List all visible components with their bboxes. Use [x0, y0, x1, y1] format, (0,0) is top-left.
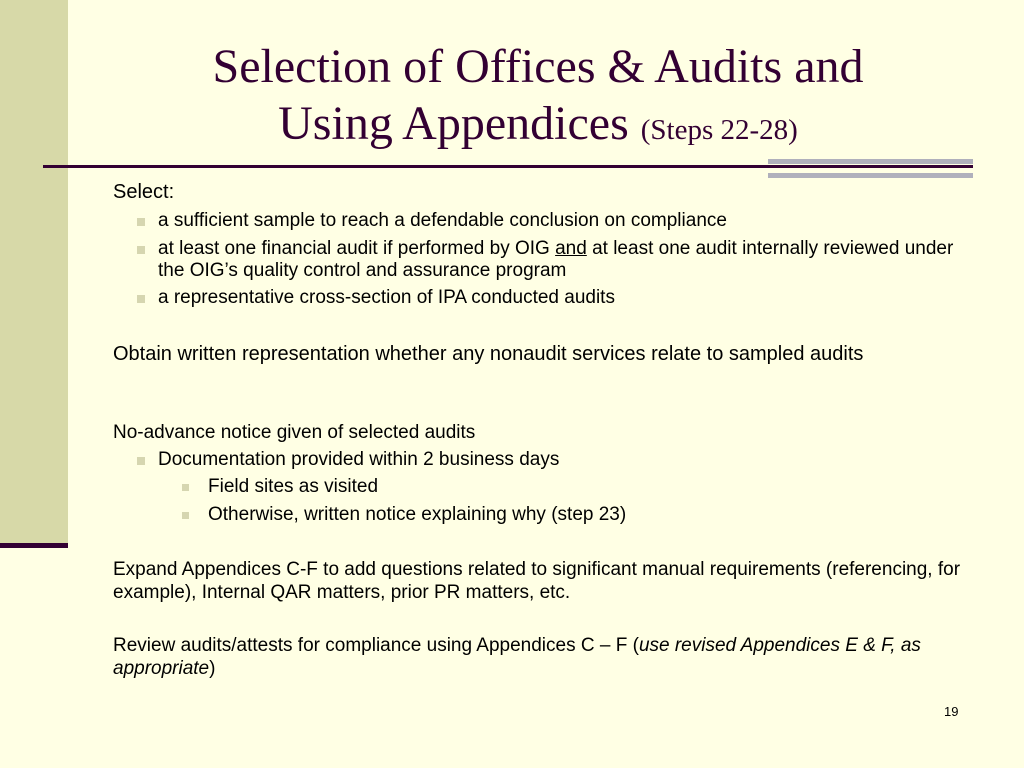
- sidebar-rule: [0, 543, 68, 548]
- bullet-square-icon: [137, 246, 145, 254]
- select-bullet-3: [158, 287, 978, 309]
- title-line-1: Selection of Offices & Audits and: [212, 40, 864, 93]
- title-steps: (Steps 22-28): [640, 114, 798, 146]
- title-line-2: [68, 95, 1008, 159]
- select-bullet-2-after: at least one audit internally reviewed under the OIG’s quality control and assurance program: [158, 238, 954, 281]
- notice-sub-bullet-1: [208, 476, 968, 498]
- bullet-square-icon: [182, 512, 189, 519]
- select-bullet-2-before: at least one financial audit if performed by OIG: [158, 238, 556, 259]
- sidebar-panel: [0, 0, 68, 545]
- select-bullet-2: [158, 238, 978, 282]
- title-line-2-text: Using Appendices: [278, 97, 629, 150]
- review-after: ): [209, 658, 216, 679]
- select-bullet-1-text: a sufficient sample to reach a defendable conclusion on compliance: [158, 210, 727, 231]
- select-bullet-2-underlined: and: [555, 238, 587, 259]
- select-bullet-1: [158, 210, 978, 232]
- notice-sub-bullet-2: [208, 504, 968, 526]
- notice-sub-bullet-2-text: Otherwise, written notice explaining why (step 23): [208, 504, 627, 525]
- expand-paragraph: Expand Appendices C-F to add questions related to significant manual requirements (referencing, for example), Internal QAR matters, prior PR matters, etc.: [113, 559, 961, 603]
- bullet-square-icon: [137, 295, 145, 303]
- review-italic: use revised Appendices E & F, as appropriate: [113, 635, 921, 679]
- select-heading: Select:: [113, 181, 175, 203]
- review-paragraph: [113, 634, 993, 680]
- obtain-paragraph: Obtain written representation whether any nonaudit services relate to sampled audits: [113, 343, 864, 365]
- slide-title: [68, 38, 1008, 159]
- title-divider: [43, 165, 973, 168]
- page-number: 19: [944, 704, 959, 719]
- accent-bar-bottom: [768, 173, 973, 178]
- accent-bar-top: [768, 159, 973, 164]
- bullet-square-icon: [137, 218, 145, 226]
- notice-bullet: [158, 449, 978, 471]
- bullet-square-icon: [182, 484, 189, 491]
- review-before: Review audits/attests for compliance using Appendices C – F (: [113, 635, 639, 656]
- notice-sub-bullet-1-text: Field sites as visited: [208, 476, 379, 497]
- notice-bullet-text: Documentation provided within 2 business days: [158, 449, 560, 470]
- bullet-square-icon: [137, 457, 145, 465]
- select-bullet-3-text: a representative cross-section of IPA conducted audits: [158, 287, 615, 308]
- notice-heading: No-advance notice given of selected audits: [113, 422, 476, 443]
